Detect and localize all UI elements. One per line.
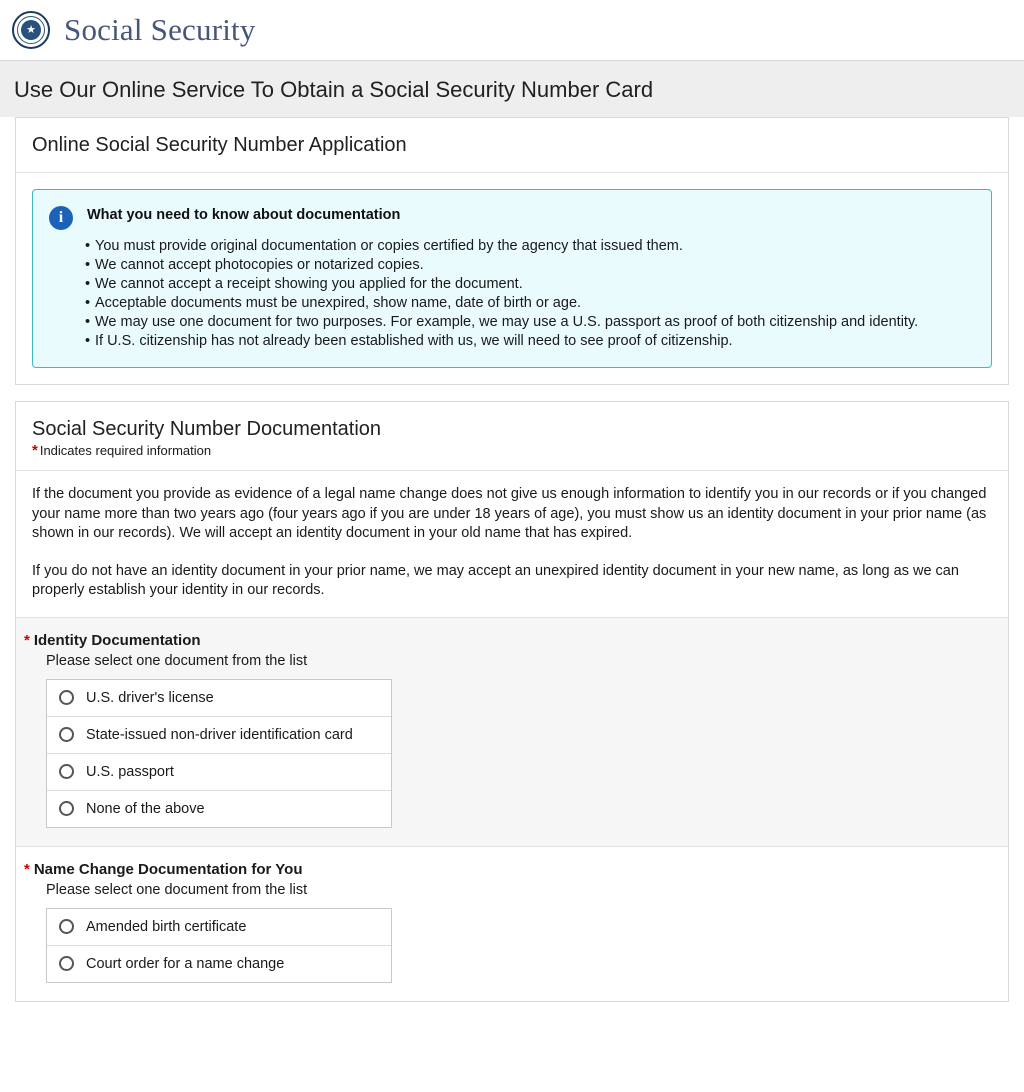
- radio-icon[interactable]: [59, 801, 74, 816]
- radio-icon[interactable]: [59, 919, 74, 934]
- option-state-issued-id-card[interactable]: [47, 717, 391, 754]
- paragraph: If you do not have an identity document in your prior name, we may accept an unexpired identity document in your new name, as long as we can properly establish your identity in our records.: [32, 562, 959, 598]
- name-change-documentation-group: [16, 847, 1008, 1001]
- callout-title: What you need to know about documentation: [87, 207, 401, 223]
- option-amended-birth-certificate[interactable]: [47, 909, 391, 946]
- application-panel-heading: Online Social Security Number Application: [32, 134, 407, 156]
- documentation-panel-heading: Social Security Number Documentation: [32, 418, 382, 440]
- documentation-explanatory-text: [16, 471, 1008, 618]
- online-application-panel: [15, 117, 1009, 385]
- required-asterisk-icon: *: [32, 442, 38, 459]
- option-label: State-issued non-driver identification card: [86, 726, 353, 743]
- required-asterisk-icon: *: [24, 631, 30, 649]
- list-item: • If U.S. citizenship has not already been established with us, we will need to see proof of citizenship.: [85, 332, 975, 351]
- option-label: None of the above: [86, 800, 205, 817]
- application-panel-header: [16, 118, 1008, 173]
- list-item: • We may use one document for two purposes. For example, we may use a U.S. passport as proof of both citizenship and identity.: [85, 313, 975, 332]
- list-item: • Acceptable documents must be unexpired, show name, date of birth or age.: [85, 294, 975, 313]
- radio-icon[interactable]: [59, 956, 74, 971]
- name-change-documentation-options: [46, 908, 392, 983]
- identity-documentation-hint: Please select one document from the list: [46, 652, 308, 669]
- name-change-documentation-label: [24, 861, 992, 878]
- option-label: Amended birth certificate: [86, 918, 247, 935]
- documentation-panel-header: [16, 402, 1008, 471]
- identity-documentation-group: [16, 618, 1008, 847]
- option-court-order-name-change[interactable]: [47, 946, 391, 982]
- info-icon: i: [49, 206, 73, 230]
- required-information-note: [32, 443, 992, 458]
- documentation-panel: [15, 401, 1009, 1002]
- option-label: U.S. driver's license: [86, 689, 214, 706]
- identity-documentation-options: [46, 679, 392, 828]
- list-item: • You must provide original documentation or copies certified by the agency that issued them.: [85, 237, 975, 256]
- list-item: • We cannot accept a receipt showing you applied for the document.: [85, 275, 975, 294]
- identity-documentation-label: [24, 632, 992, 649]
- paragraph: If the document you provide as evidence of a legal name change does not give us enough information to identify you in our records or if you changed your name more than two years ago (four years ago if you are under 18 years of age), you must show us an identity document in your prior name (as shown in our records). We will accept an identity document in your old name that has expired.: [32, 486, 987, 541]
- option-label: Court order for a name change: [86, 955, 285, 972]
- radio-icon[interactable]: [59, 727, 74, 742]
- page-title: Use Our Online Service To Obtain a Social Security Number Card: [14, 77, 654, 102]
- identity-documentation-label-text: Identity Documentation: [33, 631, 201, 649]
- option-us-passport[interactable]: [47, 754, 391, 791]
- required-asterisk-icon: *: [24, 860, 30, 878]
- documentation-info-callout: [32, 189, 992, 368]
- name-change-documentation-hint: Please select one document from the list: [46, 881, 308, 898]
- option-us-drivers-license[interactable]: [47, 680, 391, 717]
- radio-icon[interactable]: [59, 690, 74, 705]
- site-header: [0, 0, 1024, 61]
- name-change-documentation-label-text: Name Change Documentation for You: [33, 860, 303, 878]
- option-label: U.S. passport: [86, 763, 174, 780]
- brand-title: Social Security: [64, 12, 256, 47]
- callout-list: [85, 237, 975, 351]
- option-none-of-the-above[interactable]: [47, 791, 391, 827]
- list-item: • We cannot accept photocopies or notarized copies.: [85, 256, 975, 275]
- page-title-band: [0, 61, 1024, 117]
- ssa-seal-icon: ★: [12, 11, 50, 49]
- radio-icon[interactable]: [59, 764, 74, 779]
- required-note-text: Indicates required information: [39, 443, 212, 458]
